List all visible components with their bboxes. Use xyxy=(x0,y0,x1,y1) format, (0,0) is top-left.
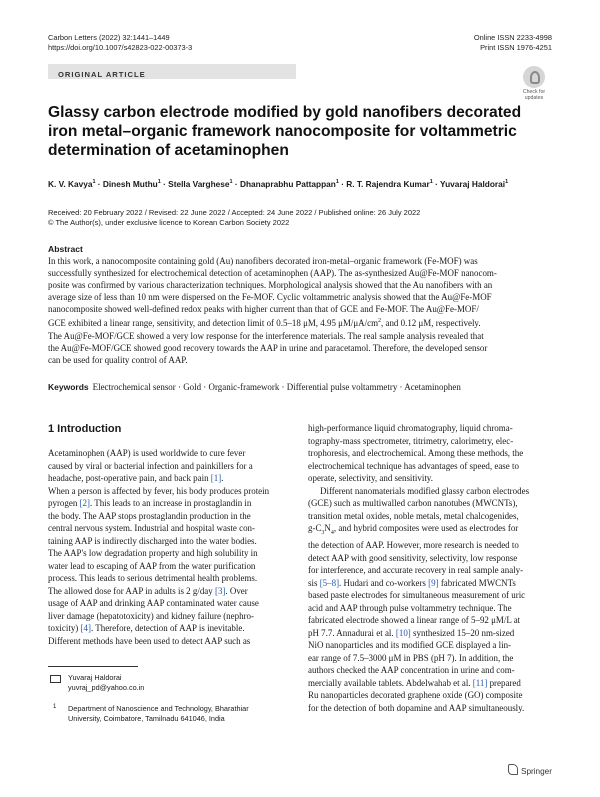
right-column xyxy=(308,422,551,714)
text-line: Different methods have been used to detect AAP such as xyxy=(48,635,251,646)
subscript: 4 xyxy=(330,529,334,536)
publisher-name: Springer xyxy=(521,767,552,776)
affiliation-line: University, Coimbatore, Tamilnadu 641046, India xyxy=(68,713,225,723)
citation-link[interactable]: [10] xyxy=(395,627,411,638)
author-name: Stella Varghese xyxy=(168,178,230,189)
copyright-line: © The Author(s), under exclusive licence to Korean Carbon Society 2022 xyxy=(48,218,290,228)
paragraph-nanomaterials xyxy=(308,485,551,715)
corr-name: Yuvaraj Haldorai xyxy=(68,673,122,682)
footnote-rule xyxy=(48,666,138,667)
text-line: mercially available tablets. Abdelwahab et al. [11] prepared xyxy=(308,677,521,688)
text-line: When a person is affected by fever, his body produces protein xyxy=(48,485,270,496)
check-updates-label-2: updates xyxy=(524,95,544,101)
author-affiliation-mark: 1 xyxy=(92,179,96,185)
text-line: high-performance liquid chromatography, liquid chroma- xyxy=(308,423,513,433)
keywords-text: Electrochemical sensor · Gold · Organic-framework · Differential pulse voltammetry · Acetaminophen xyxy=(92,382,461,392)
text-line: transition metal oxides, noble metals, metal chalcogenides, xyxy=(308,510,519,521)
author-affiliation-mark: 1 xyxy=(335,179,339,185)
author-affiliation-mark: 1 xyxy=(505,179,509,185)
text-line: ear range of 7.5–3000 μM in PBS (pH 7). In addition, the xyxy=(308,652,514,663)
envelope-icon xyxy=(50,675,61,683)
text-line: for the detection of both dopamine and AAP simultaneously. xyxy=(308,702,525,713)
affiliation xyxy=(48,704,288,724)
text-line: the detection of AAP. However, more research is needed to xyxy=(308,540,519,551)
text-line: headache, post-operative pain, and back pain [1]. xyxy=(48,473,224,483)
publication-dates xyxy=(48,208,420,228)
text-line: detect AAP with good sensitivity, selectivity, low response xyxy=(308,552,518,563)
abstract-line: average size of less than 10 nm were dispersed on the Fe-MOF. Cyclic voltammetric analysis showed that the Au@Fe-MOF xyxy=(48,292,492,303)
author-affiliation-mark: 1 xyxy=(429,179,433,185)
history-dates: Received: 20 February 2022 / Revised: 22 June 2022 / Accepted: 24 June 2022 / Published online: 26 July 2022 xyxy=(48,208,421,217)
text-line: The AAP's low degradation property and high solubility in xyxy=(48,548,258,558)
abstract-line: GCE exhibited a linear range, sensitivity, and detection limit of 0.5–18 μM, 4.95 $\mu M/\mu A/cm^2$, and 0.12 μM, respectively. xyxy=(48,318,481,329)
article-type-badge xyxy=(48,64,296,79)
check-for-updates-button[interactable] xyxy=(518,66,550,101)
abstract-line: The Au@Fe-MOF/GCE showed a very low response for the interference materials. The real sample analysis revealed that xyxy=(48,330,484,341)
text-line: taining AAP is indirectly discharged into the water bodies. xyxy=(48,535,257,546)
abstract-line: can be used for quality control of AAP. xyxy=(48,354,188,365)
text-line: operate, selectivity, and sensitivity. xyxy=(308,473,433,483)
text-line: the body. The AAP stops prostaglandin production in the xyxy=(48,510,251,521)
abstract-heading: Abstract xyxy=(48,244,83,254)
text-line: pyrogen [2]. This leads to an increase in prostaglandin in xyxy=(48,498,252,508)
author-name: Dhanaprabhu Pattappan xyxy=(239,178,336,189)
author-affiliation-mark: 1 xyxy=(157,179,161,185)
corresponding-author xyxy=(48,673,144,693)
keywords-label: Keywords xyxy=(48,382,89,392)
author-name: Yuvaraj Haldorai xyxy=(440,178,506,189)
title-line: determination of acetaminophen xyxy=(48,142,289,159)
subscript: 3 xyxy=(321,529,325,536)
author-name: Dinesh Muthu xyxy=(102,178,158,189)
text-line: fabricated electrode showed a linear range of 5–92 μM/L at xyxy=(308,615,521,626)
text-line: usage of AAP and drinking AAP contaminated water cause xyxy=(48,598,259,608)
text-line: based paste electrodes for simultaneous measurement of uric xyxy=(308,590,526,601)
text-line: trophoresis, and electrochemical. Among these methods, the xyxy=(308,448,524,458)
abstract-line: posite was confirmed by various characterization techniques. Morphological analysis showed that the Au nanofibers with an xyxy=(48,280,493,291)
left-column xyxy=(48,447,294,647)
bookmark-icon xyxy=(523,66,545,88)
title-line: iron metal–organic framework nanocomposite for voltammetric xyxy=(48,123,517,140)
text-line: caused by viral or bacterial infection and painkillers for a xyxy=(48,460,253,471)
article-title xyxy=(48,103,558,160)
author-name: K. V. Kavya xyxy=(48,178,93,189)
text-line: Ru nanoparticles decorated graphene oxide (GO) composite xyxy=(308,690,523,701)
citation-link[interactable]: [11] xyxy=(472,677,488,688)
doi-link[interactable]: https://doi.org/10.1007/s42823-022-00373-3 xyxy=(48,43,193,52)
article-type-label: ORIGINAL ARTICLE xyxy=(58,70,146,79)
citation-link[interactable]: [2] xyxy=(79,498,90,508)
springer-horse-icon xyxy=(508,764,518,775)
text-line: (GCE) such as multiwalled carbon nanotubes (MWCNTs), xyxy=(308,498,518,508)
text-line: tography-mass spectrometer, titrimetry, calorimetry, elec- xyxy=(308,435,514,446)
paragraph-methods xyxy=(308,422,551,485)
citation-link[interactable]: [3] xyxy=(214,585,226,596)
abstract-line: the Au@Fe-MOF/GCE showed good recovery towards the AAP in urine and paracetamol. Therefore, the developed sensor xyxy=(48,342,488,353)
text-line: central nervous system. Industrial and hospital waste con- xyxy=(48,523,255,533)
text-line: pH 7.7. Annadurai et al. [10] synthesized 15–20 nm-sized xyxy=(308,627,515,638)
text-line: The allowed dose for AAP in adults is 2 g/day [3]. Over xyxy=(48,585,248,596)
text-line: sis [5–8]. Hudari and co-workers [9] fabricated MWCNTs xyxy=(308,577,516,588)
online-issn: Online ISSN 2233-4998 xyxy=(473,33,552,42)
text-line: liver damage (hepatotoxicity) and kidney failure (nephro- xyxy=(48,610,254,621)
citation-link[interactable]: [4] xyxy=(80,623,91,633)
journal-citation: Carbon Letters (2022) 32:1441–1449 xyxy=(48,33,170,42)
abstract-line: nanocomposite showed well-defined redox peaks with higher current than that of GCE and Fe-MOF. The Au@Fe-MOF/ xyxy=(48,304,479,315)
print-issn: Print ISSN 1976-4251 xyxy=(480,43,552,52)
text-line: NiO nanoparticles and its modified GCE displayed a lin- xyxy=(308,640,512,651)
publisher-logo xyxy=(508,764,552,776)
corr-email[interactable]: yuvraj_pd@yahoo.co.in xyxy=(68,683,145,692)
affiliation-number: 1 xyxy=(53,704,57,710)
abstract-line: successfully synthesized for electrochemical detection of acetaminophen (AAP). The as-synthesized Au@Fe-MOF nanocom- xyxy=(48,268,497,279)
text-line: Different nanomaterials modified glassy carbon electrodes xyxy=(320,485,530,496)
text-line: for interference, and accurate recovery in real sample analy- xyxy=(308,565,524,576)
text-line: toxicity) [4]. Therefore, detection of AAP is inevitable. xyxy=(48,623,245,633)
text-line: Acetaminophen (AAP) is used worldwide to cure fever xyxy=(48,448,246,458)
text-line: authors checked the AAP concentration in urine and com- xyxy=(308,665,515,676)
keywords xyxy=(48,381,461,393)
abstract-body xyxy=(48,255,553,366)
text-line: $g-C_3N_4$, and hybrid composites were used as electrodes for xyxy=(308,523,519,536)
affiliation-line: Department of Nanoscience and Technology, Bharathiar xyxy=(68,704,249,713)
author-affiliation-mark: 1 xyxy=(229,179,233,185)
citation-link[interactable]: [9] xyxy=(428,577,439,588)
citation-link[interactable]: [1] xyxy=(210,473,222,483)
author-name: R. T. Rajendra Kumar xyxy=(346,178,430,189)
citation-link[interactable]: [5–8] xyxy=(319,577,340,588)
text-line: electrochemical technique has advantages of speed, ease to xyxy=(308,460,519,471)
abstract-line: In this work, a nanocomposite containing gold (Au) nanofibers decorated iron-metal–organic framework (Fe-MOF) was xyxy=(48,256,478,266)
author-list: K. V. Kavya$^1$ · Dinesh Muthu$^1$ · Stella Varghese$^1$ · Dhanaprabhu Pattappan$^1$ · R. T. Rajendra Kumar$^1$ · Yuvaraj Haldorai$^1$ xyxy=(48,178,509,189)
check-updates-label-1: Check for xyxy=(522,89,546,95)
text-line: acid and AAP through pulse voltammetry technique. The xyxy=(308,602,512,613)
section-heading-introduction: 1 Introduction xyxy=(48,423,122,435)
title-line: Glassy carbon electrode modified by gold nanofibers decorated xyxy=(48,104,522,121)
text-line: process. This leads to serious detrimental health problems. xyxy=(48,573,258,583)
text-line: water lead to escaping of AAP from the water purification xyxy=(48,560,256,571)
